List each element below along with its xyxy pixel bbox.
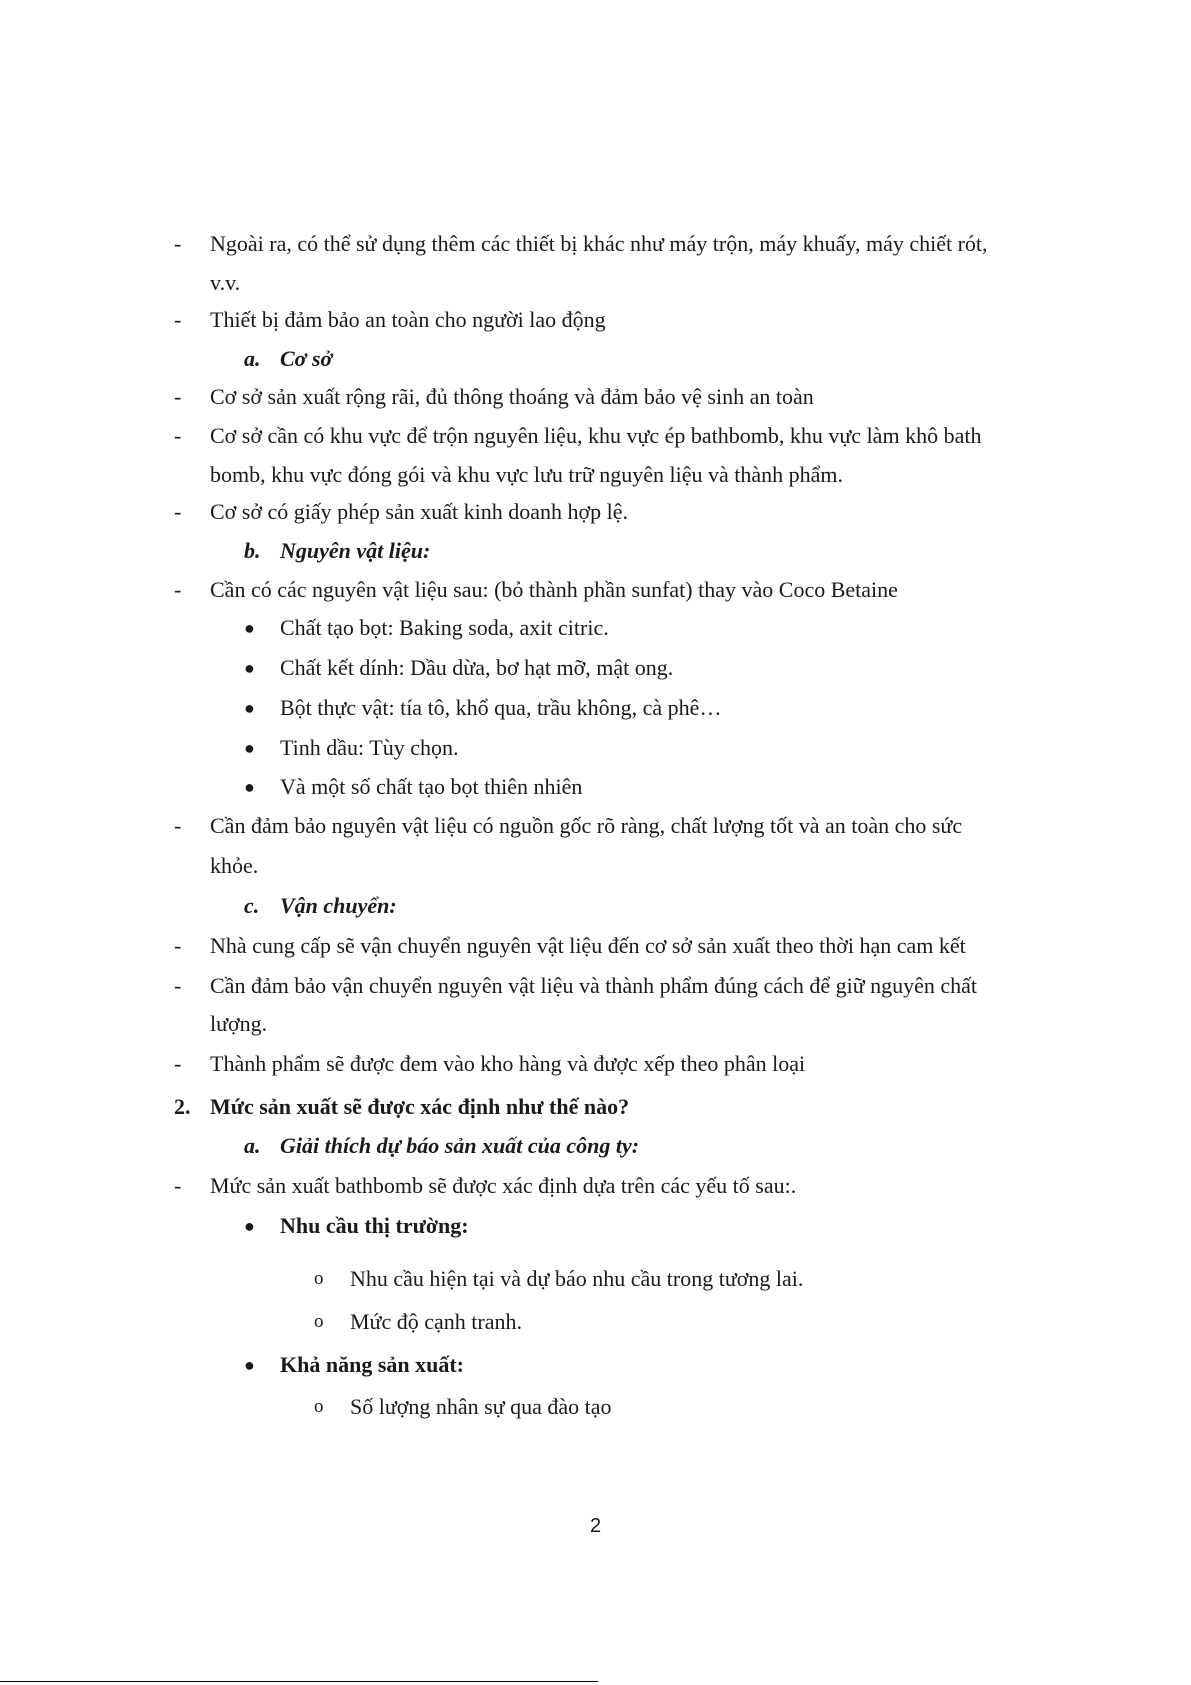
dash-marker: - [174, 307, 182, 332]
paragraph-line: Cần có các nguyên vật liệu sau: (bỏ thành phần sunfat) thay vào Coco Betaine [210, 577, 898, 602]
bullet-item: Bột thực vật: tía tô, khổ qua, trầu không, cà phê… [280, 695, 722, 720]
heading-number: 2. [174, 1094, 191, 1119]
subsection-letter: c. [244, 893, 260, 918]
bullet-item: Chất tạo bọt: Baking soda, axit citric. [280, 615, 609, 640]
circle-marker: o [314, 1311, 324, 1332]
factor-title: Khả năng sản xuất: [280, 1352, 465, 1377]
footer-rule [0, 1681, 598, 1682]
dash-marker: - [174, 577, 182, 602]
subsection-letter: a. [244, 346, 261, 371]
section-heading: Mức sản xuất sẽ được xác định như thế nào? [210, 1094, 630, 1119]
factor-title: Nhu cầu thị trường: [280, 1213, 469, 1238]
dash-marker: - [174, 1173, 182, 1198]
subsection-title: Nguyên vật liệu: [280, 538, 431, 563]
paragraph-line: Thành phẩm sẽ được đem vào kho hàng và được xếp theo phân loại [210, 1051, 806, 1076]
sub-bullet-item: Mức độ cạnh tranh. [350, 1309, 522, 1334]
bullet-item: Và một số chất tạo bọt thiên nhiên [280, 774, 583, 799]
page-number: 2 [589, 1515, 602, 1537]
dash-marker: - [174, 933, 182, 958]
bullet-marker: ● [244, 658, 255, 678]
subsection-title: Giải thích dự báo sản xuất của công ty: [280, 1133, 640, 1158]
bullet-marker: ● [244, 777, 255, 797]
dash-marker: - [174, 1051, 182, 1076]
paragraph-line: lượng. [210, 1011, 268, 1036]
subsection-title: Vận chuyển: [280, 893, 397, 918]
bullet-item: Tinh dầu: Tùy chọn. [280, 735, 459, 760]
paragraph-line: Cần đảm bảo nguyên vật liệu có nguồn gốc rõ ràng, chất lượng tốt và an toàn cho sức [210, 813, 963, 838]
circle-marker: o [314, 1268, 324, 1289]
dash-marker: - [174, 423, 182, 448]
paragraph-line: Cần đảm bảo vận chuyển nguyên vật liệu và thành phẩm đúng cách để giữ nguyên chất [210, 973, 978, 998]
subsection-letter: a. [244, 1133, 261, 1158]
paragraph-line: Cơ sở sản xuất rộng rãi, đủ thông thoáng và đảm bảo vệ sinh an toàn [210, 384, 814, 409]
paragraph-line: Cơ sở cần có khu vực để trộn nguyên liệu, khu vực ép bathbomb, khu vực làm khô bath [210, 423, 982, 448]
dash-marker: - [174, 499, 182, 524]
paragraph-line: Mức sản xuất bathbomb sẽ được xác định dựa trên các yếu tố sau:. [210, 1173, 797, 1198]
bullet-marker: ● [244, 738, 255, 758]
sub-bullet-item: Số lượng nhân sự qua đào tạo [350, 1394, 612, 1419]
dash-marker: - [174, 813, 182, 838]
paragraph-line: bomb, khu vực đóng gói và khu vực lưu trữ nguyên liệu và thành phẩm. [210, 462, 844, 487]
paragraph-line: v.v. [210, 270, 241, 295]
paragraph-line: Nhà cung cấp sẽ vận chuyển nguyên vật liệu đến cơ sở sản xuất theo thời hạn cam kết [210, 933, 966, 958]
paragraph-line: Ngoài ra, có thể sử dụng thêm các thiết bị khác như máy trộn, máy khuấy, máy chiết rót, [210, 231, 988, 256]
bullet-marker: ● [244, 698, 255, 718]
subsection-letter: b. [244, 538, 261, 563]
bullet-item: Chất kết dính: Dầu dừa, bơ hạt mỡ, mật ong. [280, 655, 674, 680]
bullet-marker: ● [244, 1216, 255, 1236]
paragraph-line: Cơ sở có giấy phép sản xuất kinh doanh hợp lệ. [210, 499, 628, 524]
subsection-title: Cơ sở [280, 346, 333, 371]
dash-marker: - [174, 384, 182, 409]
paragraph-line: khỏe. [210, 853, 259, 878]
dash-marker: - [174, 231, 182, 256]
paragraph-line: Thiết bị đảm bảo an toàn cho người lao động [210, 307, 606, 332]
dash-marker: - [174, 973, 182, 998]
sub-bullet-item: Nhu cầu hiện tại và dự báo nhu cầu trong tương lai. [350, 1266, 804, 1291]
bullet-marker: ● [244, 1355, 255, 1375]
circle-marker: o [314, 1396, 324, 1417]
bullet-marker: ● [244, 618, 255, 638]
